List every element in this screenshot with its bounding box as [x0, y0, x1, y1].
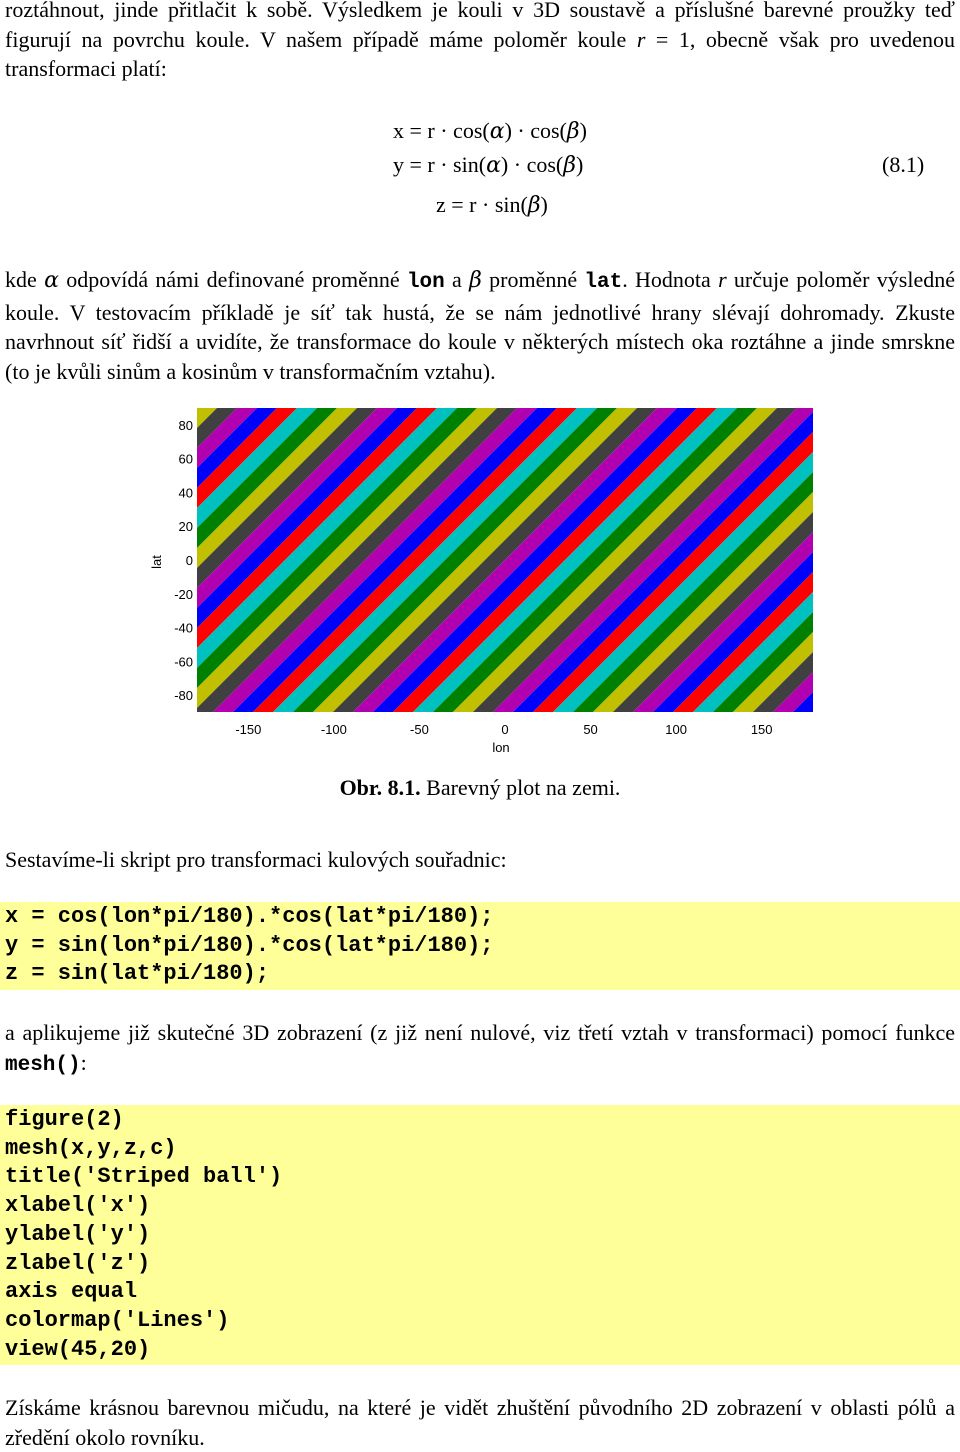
- figure-colored-plot: [140, 400, 820, 765]
- y-tick-label: -80: [174, 688, 193, 704]
- r-symbol: r: [636, 26, 646, 52]
- x-tick-labels: [235, 722, 772, 737]
- intro-text: roztáhnout, jinde přitlačit k sobě. Výsledkem je kouli v 3D soustavě a příslušné barevné proužky teď figurují na povrchu koule. V našem případě máme poloměr koule: [5, 0, 955, 52]
- y-tick-label: -20: [174, 586, 193, 602]
- figure-caption: [0, 775, 960, 801]
- inline-code-lat: lat: [584, 271, 623, 294]
- y-tick-label: -60: [174, 654, 193, 670]
- y-tick-label: 40: [178, 485, 193, 501]
- x-tick-label: 100: [665, 722, 687, 737]
- code1-line: y = sin(lon*pi/180).*cos(lat*pi/180);: [5, 932, 494, 958]
- code1-line: x = cos(lon*pi/180).*cos(lat*pi/180);: [5, 904, 494, 929]
- code2-line: title('Striped ball'): [5, 1164, 283, 1190]
- equation-number: (8.1): [882, 152, 925, 177]
- x-tick-label: 50: [583, 722, 598, 737]
- caption-text: Barevný plot na zemi.: [420, 775, 621, 800]
- y-tick-label: 80: [178, 417, 193, 433]
- explanation-paragraph: kde α odpovídá námi definované proměnné lon a β proměnné lat. Hodnota r určuje poloměr výsledné koule. V testovacím příkladě je síť tak hustá, že se nám jednotlivé hrany slévají dohromady. Zkuste navrhnout síť řidší a uvidíte, že transformace do koule v některých místech oka roztáhne a jinde smrskne (to je kvůli sinům a kosinům v transformačním vztahu).: [5, 267, 956, 384]
- code2-line: axis equal: [5, 1279, 138, 1305]
- x-tick-label: -150: [235, 722, 262, 737]
- x-tick-label: -100: [320, 722, 347, 737]
- x-axis-label: lon: [492, 740, 510, 755]
- code2-line: ylabel('y'): [5, 1221, 151, 1247]
- code-block-mesh: [0, 1105, 960, 1365]
- x-tick-label: 0: [501, 722, 509, 737]
- equation-block: [0, 112, 960, 232]
- color-stripe: [813, 408, 820, 712]
- code2-line: colormap('Lines'): [5, 1307, 230, 1333]
- code2-line: xlabel('x'): [5, 1193, 151, 1219]
- intro-text-end: = 1, obecně však pro uvedenou transformaci platí:: [5, 26, 955, 81]
- script-intro-paragraph: Sestavíme-li skript pro transformaci kulových souřadnic:: [5, 847, 507, 872]
- code2-line: view(45,20): [5, 1336, 151, 1362]
- code1-line: z = sin(lat*pi/180);: [5, 961, 270, 987]
- y-tick-labels: [174, 418, 193, 703]
- code-block-transform: [0, 902, 960, 990]
- inline-code-mesh: mesh(): [5, 1053, 81, 1077]
- y-tick-label: 0: [185, 553, 193, 568]
- plot-svg: [140, 400, 820, 765]
- x-tick-label: -50: [410, 722, 429, 737]
- code2-line: figure(2): [5, 1107, 124, 1132]
- closing-paragraph: Získáme krásnou barevnou mičudu, na které je vidět zhuštění původního 2D zobrazení v oblasti pólů a zředění okolo rovníku.: [5, 1395, 955, 1450]
- y-tick-label: 20: [178, 519, 193, 535]
- y-axis-label: lat: [149, 555, 164, 569]
- equation-z: z = r · sin(β): [436, 192, 548, 218]
- mesh-paragraph: a aplikujeme již skutečné 3D zobrazení (z již není nulové, viz třetí vztah v transformaci) pomocí funkce mesh():: [5, 1020, 955, 1077]
- y-tick-label: -40: [174, 620, 193, 636]
- inline-code-lon: lon: [406, 271, 445, 294]
- code2-line: mesh(x,y,z,c): [5, 1135, 177, 1161]
- x-tick-label: 150: [750, 722, 773, 737]
- stripe-pattern: [140, 408, 820, 712]
- equation-x: x = r · cos(α) · cos(β): [393, 118, 587, 144]
- caption-label: Obr. 8.1.: [339, 775, 421, 800]
- y-tick-label: 60: [178, 451, 193, 467]
- code2-line: zlabel('z'): [5, 1250, 151, 1276]
- intro-paragraph: [5, 0, 955, 84]
- equation-y: y = r · sin(α) · cos(β): [393, 152, 584, 178]
